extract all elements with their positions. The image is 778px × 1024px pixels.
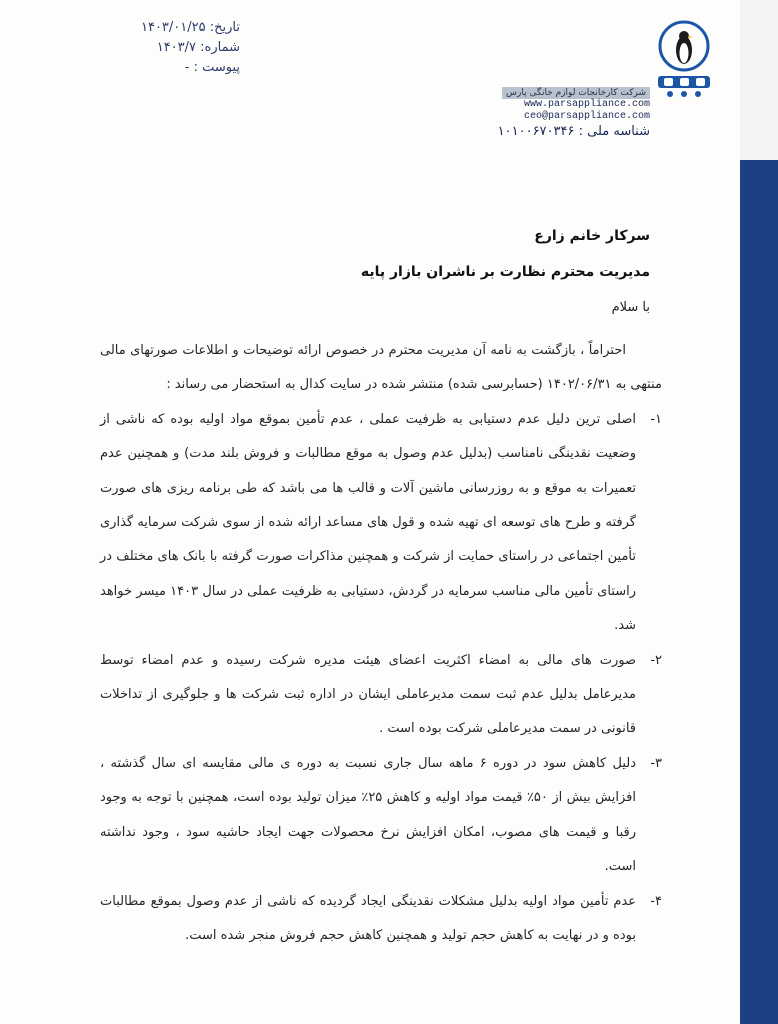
item-text: دلیل کاهش سود در دوره ۶ ماهه سال جاری نسبت به دوره ی مالی مقایسه ای سال گذشته ، افزایش بیش از ۵۰٪ قیمت مواد اولیه و کاهش ۲۵٪ میزان تولید بوده است، همچنین با توجه به وجود رقبا و قیمت های مصوب، امکان افزایش نرخ محصولات جهت ایجاد حاشیه سود ، وجود نداشته است.: [100, 755, 636, 875]
number-label: شماره:: [200, 40, 240, 55]
item-number: ۴-: [650, 893, 662, 909]
date-line: [40, 18, 240, 38]
list-item-2: [100, 644, 662, 747]
company-website: www.parsappliance.com: [523, 99, 650, 110]
number-value: ۱۴۰۳/۷: [156, 40, 197, 55]
greeting: با سلام: [611, 300, 650, 315]
item-number: ۳-: [650, 755, 662, 771]
letter-meta: [40, 18, 240, 78]
company-info: [470, 80, 650, 123]
attachment-label: پیوست :: [193, 60, 240, 75]
company-email: ceo@parsappliance.com: [523, 111, 650, 122]
item-text: عدم تأمین مواد اولیه بدلیل مشکلات نقدینگی ایجاد گردیده که ناشی از عدم وصول بموقع مطالبات بوده و در نهایت به کاهش حجم تولید و همچنین کاهش حجم فروش منجر شده است.: [100, 893, 636, 943]
national-id-label: شناسه ملی :: [578, 124, 650, 139]
addressee-name: سرکار خانم زارع: [534, 228, 650, 244]
list-item-4: [100, 885, 662, 954]
attachment-line: [40, 58, 240, 78]
item-number: ۱-: [650, 411, 662, 427]
date-value: ۱۴۰۳/۰۱/۲۵: [140, 20, 206, 35]
number-line: [40, 38, 240, 58]
national-id: [470, 124, 650, 139]
item-text: صورت های مالی به امضاء اکثریت اعضای هیئت مدیره شرکت رسیده و عدم امضاء توسط مدیرعامل بدلیل عدم ثبت سمت مدیرعاملی ایشان در اداره ثبت شرکت ها و جلوگیری از تداخلات قانونی در سمت مدیرعاملی شرکت بوده است .: [100, 652, 636, 737]
item-number: ۲-: [650, 652, 662, 668]
letterhead-side-strip: [740, 0, 778, 160]
letterhead-blue-band: [740, 160, 778, 1024]
intro-paragraph: احتراماً ، بازگشت به نامه آن مدیریت محترم در خصوص ارائه توضیحات و اطلاعات صورتهای مالی منتهی به ۱۴۰۲/۰۶/۳۱ (حسابرسی شده) منتشر شده در سایت کدال به استحضار می رساند :: [100, 343, 662, 393]
list-item-3: [100, 747, 662, 885]
national-id-value: ۱۰۱۰۰۶۷۰۳۴۶: [497, 124, 575, 139]
company-name: شرکت کارخانجات لوازم خانگی پارس: [502, 87, 650, 99]
list-item-1: [100, 403, 662, 644]
item-text: اصلی ترین دلیل عدم دستیابی به ظرفیت عملی ، عدم تأمین بموقع مواد اولیه بوده که ناشی از وضعیت نقدینگی نامناسب (بدلیل عدم وصول به موقع مطالبات و فروش بلند مدت) و همچنین عدم تعمیرات به موقع و به روزرسانی ماشین آلات و قالب ها می باشد که طی برنامه ریزی های صورت گرفته و طرح های توسعه ای تهیه شده و قول های مساعد ارائه شده از سوی شرکت سرمایه گذاری تأمین اجتماعی در راستای حمایت از شرکت و همچنین مذاکرات صورت گرفته با بانک های مختلف در راستای تأمین مالی مناسب سرمایه در گردش، دستیابی به ظرفیت عملی در سال ۱۴۰۳ میسر خواهد شد.: [100, 411, 636, 634]
penguin-emblem-icon: [652, 20, 716, 100]
date-label: تاریخ:: [209, 20, 240, 35]
letter-body: [100, 334, 662, 953]
pars-logo: [652, 20, 716, 104]
attachment-value: -: [184, 60, 190, 75]
addressee-department: مدیریت محترم نظارت بر ناشران بازار پایه: [360, 264, 650, 280]
